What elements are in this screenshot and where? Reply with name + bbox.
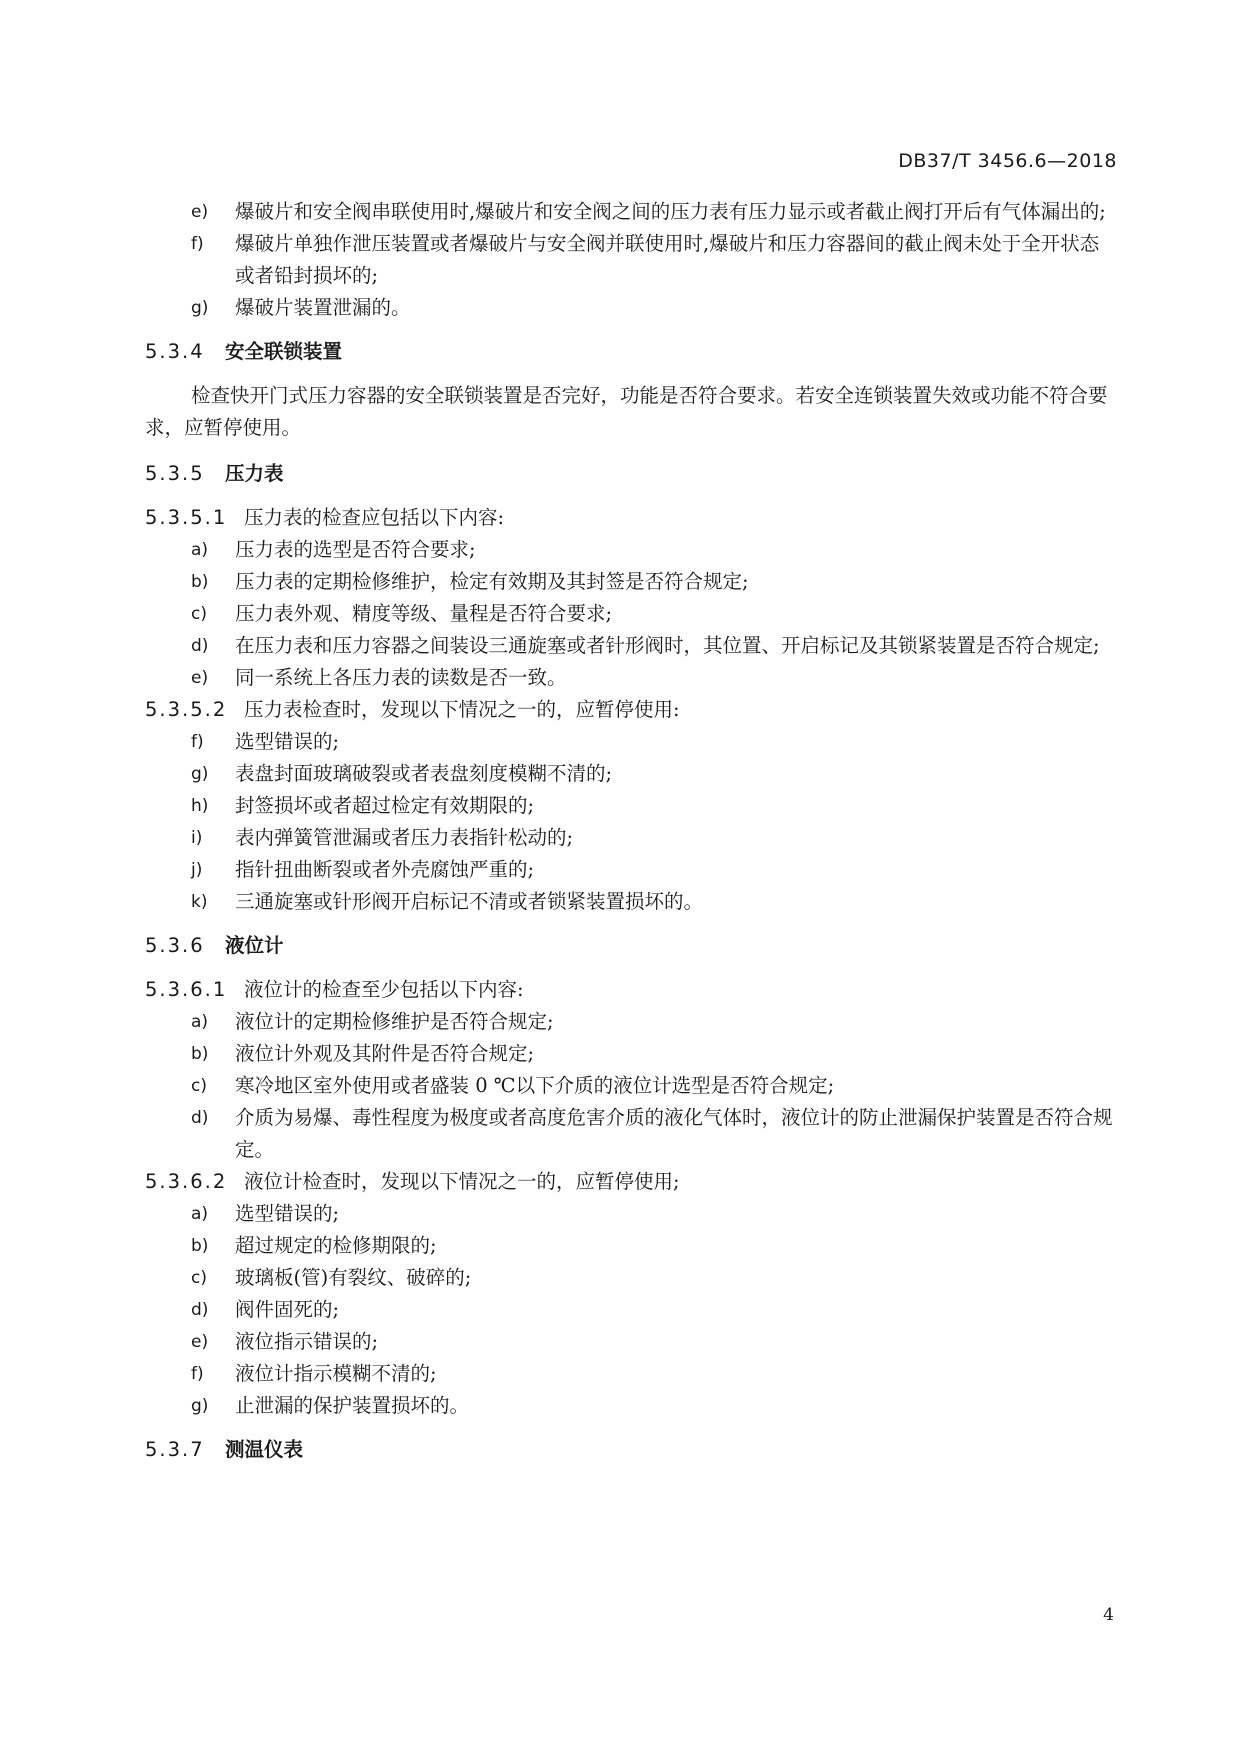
list-item-text: 液位计指示模糊不清的; [235, 1362, 437, 1385]
clause-number: 5.3.6.2 [145, 1170, 228, 1193]
list-5-3-6-1 [145, 1006, 1117, 1166]
section-5-3-5 [145, 458, 1117, 490]
section-5-3-4 [145, 336, 1117, 368]
list-marker: b) [191, 572, 209, 592]
list-item [145, 1390, 1117, 1422]
paragraph-5-3-4: 检查快开门式压力容器的安全联锁装置是否完好，功能是否符合要求。若安全连锁装置失效或功能不符合要求，应暂停使用。 [145, 384, 1108, 439]
list-item [145, 726, 1117, 758]
list-item-text: 选型错误的; [235, 1202, 340, 1225]
standard-code: DB37/T 3456.6—2018 [898, 150, 1117, 172]
list-item [145, 1070, 1117, 1102]
clause-text: 液位计的检查至少包括以下内容: [244, 978, 524, 1001]
list-marker: a) [191, 1012, 209, 1032]
list-item-text: 压力表的定期检修维护，检定有效期及其封签是否符合规定; [235, 570, 749, 593]
list-item [145, 534, 1117, 566]
list-item-text: 爆破片单独作泄压装置或者爆破片与安全阀并联使用时,爆破片和压力容器间的截止阀未处于全开状态或者铅封损坏的; [235, 232, 1100, 287]
list-marker: a) [191, 540, 209, 560]
list-marker: f) [191, 732, 204, 752]
list-5-3-5-1 [145, 534, 1117, 694]
list-item-text: 爆破片和安全阀串联使用时,爆破片和安全阀之间的压力表有压力显示或者截止阀打开后有气体漏出的; [235, 200, 1106, 223]
section-title: 安全联锁装置 [225, 340, 343, 363]
section-number: 5.3.7 [145, 1438, 205, 1461]
list-marker: g) [191, 1396, 209, 1416]
list-item [145, 566, 1117, 598]
list-item [145, 630, 1117, 662]
list-marker: h) [191, 796, 209, 816]
clause-number: 5.3.6.1 [145, 978, 228, 1001]
list-item [145, 662, 1117, 694]
list-item [145, 1326, 1117, 1358]
list-marker: d) [191, 636, 209, 656]
list-item [145, 598, 1117, 630]
list-item [145, 1230, 1117, 1262]
list-marker: c) [191, 1268, 207, 1288]
list-item-text: 三通旋塞或针形阀开启标记不清或者锁紧装置损坏的。 [235, 890, 704, 913]
list-5-3-6-2 [145, 1198, 1117, 1422]
section-title: 测温仪表 [225, 1438, 304, 1461]
clause-text: 压力表检查时，发现以下情况之一的，应暂停使用: [244, 698, 680, 721]
list-item-text: 液位计的定期检修维护是否符合规定; [235, 1010, 554, 1033]
list-item-text: 玻璃板(管)有裂纹、破碎的; [235, 1266, 472, 1289]
list-item-text: 表盘封面玻璃破裂或者表盘刻度模糊不清的; [235, 762, 613, 785]
clause-number: 5.3.5.2 [145, 698, 228, 721]
list-5-3-5-2 [145, 726, 1117, 918]
list-marker: c) [191, 1076, 207, 1096]
list-marker: e) [191, 202, 209, 222]
list-item-text: 介质为易爆、毒性程度为极度或者高度危害介质的液化气体时，液位计的防止泄漏保护装置是否符合规定。 [235, 1106, 1113, 1161]
list-marker: e) [191, 668, 209, 688]
list-item [145, 1198, 1117, 1230]
list-item [145, 228, 1117, 292]
list-item-text: 止泄漏的保护装置损坏的。 [235, 1394, 470, 1417]
section-number: 5.3.6 [145, 934, 205, 957]
list-item [145, 886, 1117, 918]
list-item-text: 表内弹簧管泄漏或者压力表指针松动的; [235, 826, 574, 849]
clause-number: 5.3.5.1 [145, 506, 228, 529]
list-marker: g) [191, 764, 209, 784]
list-marker: d) [191, 1300, 209, 1320]
clause-5-3-5-1 [145, 502, 1117, 534]
list-item [145, 790, 1117, 822]
list-item [145, 758, 1117, 790]
section-5-3-7 [145, 1434, 1117, 1466]
clause-text: 压力表的检查应包括以下内容: [244, 506, 505, 529]
section-number: 5.3.5 [145, 462, 205, 485]
list-marker: f) [191, 1364, 204, 1384]
list-item [145, 196, 1117, 228]
list-marker: j) [191, 860, 203, 880]
list-marker: k) [191, 892, 208, 912]
section-5-3-6 [145, 930, 1117, 962]
list-item [145, 1358, 1117, 1390]
list-item-text: 液位指示错误的; [235, 1330, 379, 1353]
clause-5-3-6-1 [145, 974, 1117, 1006]
list-item-text: 压力表的选型是否符合要求; [235, 538, 476, 561]
list-item-text: 压力表外观、精度等级、量程是否符合要求; [235, 602, 613, 625]
list-item-text: 液位计外观及其附件是否符合规定; [235, 1042, 535, 1065]
list-item-text: 寒冷地区室外使用或者盛装 0 ℃以下介质的液位计选型是否符合规定; [235, 1074, 835, 1097]
list-item [145, 292, 1117, 324]
list-marker: c) [191, 604, 207, 624]
list-marker: b) [191, 1044, 209, 1064]
clause-text: 液位计检查时，发现以下情况之一的，应暂停使用; [244, 1170, 680, 1193]
list-top [145, 196, 1117, 324]
section-title: 液位计 [225, 934, 284, 957]
clause-5-3-6-2 [145, 1166, 1117, 1198]
list-item-text: 阀件固死的; [235, 1298, 340, 1321]
list-marker: e) [191, 1332, 209, 1352]
list-item [145, 822, 1117, 854]
list-marker: a) [191, 1204, 209, 1224]
section-number: 5.3.4 [145, 340, 205, 363]
list-item [145, 1038, 1117, 1070]
list-marker: g) [191, 298, 209, 318]
section-title: 压力表 [225, 462, 284, 485]
clause-5-3-5-2 [145, 694, 1117, 726]
list-marker: i) [191, 828, 203, 848]
list-item-text: 选型错误的; [235, 730, 340, 753]
page-content [145, 196, 1117, 1478]
list-item [145, 1262, 1117, 1294]
list-item [145, 1006, 1117, 1038]
list-item-text: 超过规定的检修期限的; [235, 1234, 437, 1257]
list-item-text: 封签损坏或者超过检定有效期限的; [235, 794, 535, 817]
list-item [145, 854, 1117, 886]
list-item-text: 爆破片装置泄漏的。 [235, 296, 411, 319]
list-marker: b) [191, 1236, 209, 1256]
list-item [145, 1294, 1117, 1326]
list-item [145, 1102, 1117, 1166]
list-item-text: 同一系统上各压力表的读数是否一致。 [235, 666, 567, 689]
list-item-text: 在压力表和压力容器之间装设三通旋塞或者针形阀时，其位置、开启标记及其锁紧装置是否符合规定; [235, 634, 1100, 657]
list-marker: d) [191, 1108, 209, 1128]
list-marker: f) [191, 234, 204, 254]
page-number: 4 [1103, 1605, 1114, 1625]
list-item-text: 指针扭曲断裂或者外壳腐蚀严重的; [235, 858, 535, 881]
